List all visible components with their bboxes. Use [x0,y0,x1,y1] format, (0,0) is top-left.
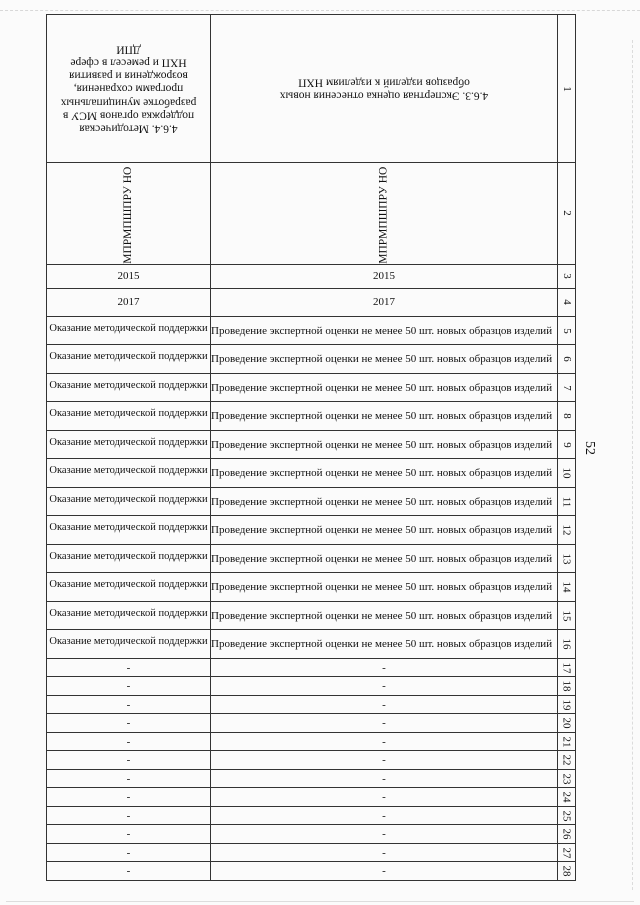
support-text: Оказание методической поддержки [49,579,208,590]
dash-cell-b: - [211,806,558,825]
dash-cell-a: - [47,788,211,807]
empty-row [47,806,576,825]
empty-row [47,843,576,862]
scan-bottom-edge [6,901,634,903]
expert-assessment-cell: Проведение экспертной оценки не менее 50 шт. новых образцов изделий [211,430,558,459]
column-number: 21 [560,736,573,747]
start-year-b: 2015 [211,264,558,288]
empty-row [47,677,576,696]
column-number: 13 [560,553,573,564]
column-number: 16 [560,638,573,650]
column-number-cell [558,516,576,545]
activity-row [47,373,576,402]
support-text: Оказание методической поддержки [49,493,208,505]
column-number-cell [558,316,576,345]
activity-row [47,516,576,545]
dash-cell-a: - [47,751,211,770]
column-number: 15 [560,610,573,621]
org-row [47,163,576,265]
dash-cell-a: - [47,695,211,714]
support-cell [47,601,211,630]
column-number-cell [558,843,576,862]
column-number-cell [558,862,576,881]
header-cell-b [211,15,558,163]
activity-row [47,573,576,602]
column-number: 23 [560,773,573,784]
dash-cell-b: - [211,732,558,751]
activity-row [47,459,576,488]
column-number: 7 [560,384,573,391]
support-cell [47,487,211,516]
support-cell [47,373,211,402]
column-number-cell [558,769,576,788]
empty-row [47,769,576,788]
column-number-cell [558,373,576,402]
dash-cell-a: - [47,658,211,677]
column-number-cell [558,430,576,459]
column-number-cell [558,630,576,659]
support-text: Оказание методической поддержки [49,351,208,362]
support-cell [47,516,211,545]
column-number: 5 [560,327,573,334]
column-number-cell [558,288,576,316]
page-number: 52 [582,441,597,455]
column-number: 9 [560,441,573,448]
header-row [47,15,576,163]
column-number-cell [558,806,576,825]
dash-cell-b: - [211,751,558,770]
activity-row [47,630,576,659]
activity-row [47,402,576,431]
empty-row [47,862,576,881]
column-number-cell [558,788,576,807]
dash-cell-b: - [211,769,558,788]
column-number: 26 [560,828,573,840]
column-number: 14 [560,581,573,593]
expert-assessment-cell: Проведение экспертной оценки не менее 50 шт. новых образцов изделий [211,373,558,402]
column-number-cell [558,544,576,573]
support-text: Оказание методической поддержки [49,636,208,647]
column-number-cell [558,163,576,265]
end-year-b: 2017 [211,288,558,316]
column-number: 20 [560,717,573,729]
support-text: Оказание методической поддержки [49,607,208,619]
dash-cell-a: - [47,862,211,881]
support-cell [47,316,211,345]
support-cell [47,430,211,459]
column-number: 17 [560,662,573,673]
support-text: Оказание методической поддержки [49,408,208,419]
activity-row [47,601,576,630]
scan-right-edge [632,40,634,890]
expert-assessment-cell: Проведение экспертной оценки не менее 50 шт. новых образцов изделий [211,487,558,516]
column-number: 3 [560,273,573,279]
expert-assessment-cell: Проведение экспертной оценки не менее 50 шт. новых образцов изделий [211,345,558,374]
dash-cell-b: - [211,714,558,733]
column-number-cell [558,677,576,696]
empty-row [47,695,576,714]
expert-assessment-cell: Проведение экспертной оценки не менее 50 шт. новых образцов изделий [211,573,558,602]
support-text: Оказание методической поддержки [49,379,208,391]
dash-cell-b: - [211,843,558,862]
dash-cell-b: - [211,862,558,881]
org-text-b: МПРМПШПРУ НО [377,166,390,264]
activity-row [47,430,576,459]
org-text-a: МПРМПШПРУ НО [121,166,134,264]
column-number-cell [558,15,576,163]
column-number-cell [558,695,576,714]
column-number-cell [558,751,576,770]
activity-row [47,487,576,516]
dash-cell-b: - [211,658,558,677]
empty-row [47,825,576,844]
column-number: 8 [560,413,573,419]
expert-assessment-cell: Проведение экспертной оценки не менее 50 шт. новых образцов изделий [211,544,558,573]
column-number-cell [558,459,576,488]
support-text: Оказание методической поддержки [49,436,208,448]
empty-row [47,658,576,677]
dash-cell-b: - [211,788,558,807]
dash-cell-b: - [211,825,558,844]
scan-top-edge [0,0,640,11]
program-table [46,14,576,881]
column-number: 4 [560,299,573,305]
empty-row [47,714,576,733]
support-text: Оказание методической поддержки [49,322,208,334]
column-number: 24 [560,791,573,803]
support-cell [47,573,211,602]
end-year-a: 2017 [47,288,211,316]
header-text-a: 4.6.4. Методическая поддержка органов МСУ в разработке муниципальных программ сохранения, возрождения и развития НХП и ремесел в сфере ДПИ [60,43,197,135]
support-text: Оказание методической поддержки [49,465,208,476]
expert-assessment-cell: Проведение экспертной оценки не менее 50 шт. новых образцов изделий [211,316,558,345]
empty-row [47,751,576,770]
dash-cell-a: - [47,769,211,788]
expert-assessment-cell: Проведение экспертной оценки не менее 50 шт. новых образцов изделий [211,630,558,659]
column-number-cell [558,573,576,602]
column-number-cell [558,487,576,516]
org-cell-a [47,163,211,265]
dash-cell-a: - [47,732,211,751]
column-number: 25 [560,810,573,821]
support-cell [47,630,211,659]
expert-assessment-cell: Проведение экспертной оценки не менее 50 шт. новых образцов изделий [211,402,558,431]
column-number: 27 [560,847,573,858]
column-number: 18 [560,680,573,692]
header-text-b: 4.6.3. Экспертная оценка отнесения новых образцов изделий к изделиям НХП [279,76,489,102]
header-cell-a [47,15,211,163]
activity-row [47,544,576,573]
empty-row [47,788,576,807]
column-number-cell [558,345,576,374]
expert-assessment-cell: Проведение экспертной оценки не менее 50 шт. новых образцов изделий [211,601,558,630]
dash-cell-a: - [47,714,211,733]
column-number: 28 [560,865,573,877]
column-number: 10 [560,467,573,479]
activity-row [47,316,576,345]
column-number: 19 [560,699,573,710]
column-number-cell [558,732,576,751]
column-number: 11 [560,496,573,507]
column-number-cell [558,825,576,844]
column-number-cell [558,601,576,630]
support-text: Оказание методической поддержки [49,550,208,562]
column-number: 6 [560,356,573,362]
column-number: 22 [560,754,573,766]
column-number-cell [558,264,576,288]
empty-row [47,732,576,751]
start-year-a: 2015 [47,264,211,288]
dash-cell-b: - [211,677,558,696]
column-number-cell [558,714,576,733]
column-number-cell [558,402,576,431]
column-number-cell [558,658,576,677]
expert-assessment-cell: Проведение экспертной оценки не менее 50 шт. новых образцов изделий [211,516,558,545]
column-number: 2 [560,210,573,217]
org-cell-b [211,163,558,265]
column-number: 12 [560,524,573,536]
activity-row [47,345,576,374]
dash-cell-a: - [47,825,211,844]
dash-cell-a: - [47,806,211,825]
support-cell [47,402,211,431]
column-number: 1 [560,85,573,92]
dash-cell-a: - [47,843,211,862]
dash-cell-b: - [211,695,558,714]
support-cell [47,459,211,488]
end-year-row [47,288,576,316]
support-cell [47,345,211,374]
support-cell [47,544,211,573]
start-year-row [47,264,576,288]
expert-assessment-cell: Проведение экспертной оценки не менее 50 шт. новых образцов изделий [211,459,558,488]
support-text: Оказание методической поддержки [49,522,208,533]
dash-cell-a: - [47,677,211,696]
